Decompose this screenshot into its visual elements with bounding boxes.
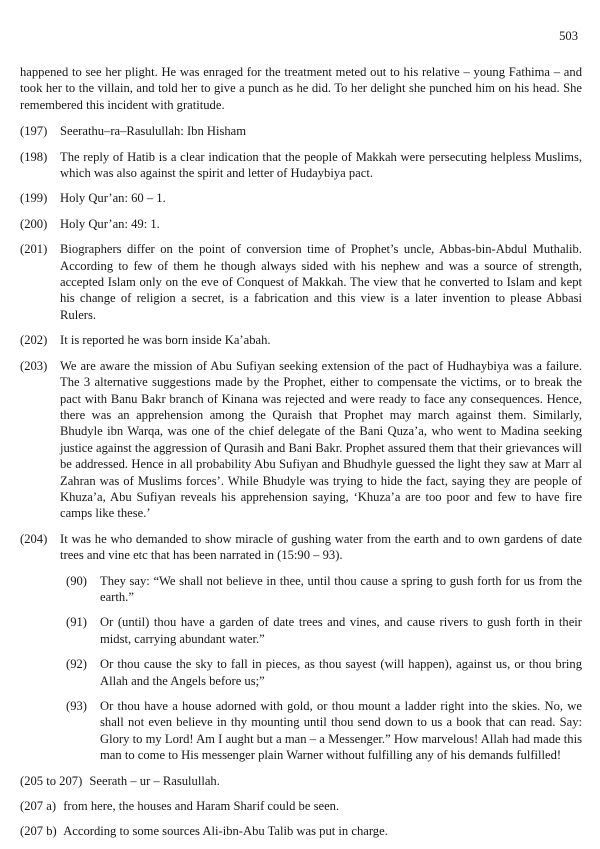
- verse-number: (90): [66, 573, 87, 588]
- footnote-text: Seerathu–ra–Rasulullah: Ibn Hisham: [60, 124, 247, 139]
- footnote-text: It is reported he was born inside Ka’abah.: [60, 333, 271, 348]
- footnote-number: (207 a): [20, 799, 57, 814]
- footnote-number: (204): [20, 531, 48, 546]
- footnote-203: [20, 358, 582, 522]
- verse-number: (92): [66, 657, 87, 672]
- page-content: [20, 64, 582, 849]
- footnote-204: [20, 531, 582, 564]
- footnote-199: [20, 190, 582, 206]
- footnote-number: (200): [20, 216, 48, 231]
- quran-verse-90: [20, 573, 582, 606]
- page-number: 503: [559, 29, 578, 43]
- verse-text: They say: “We shall not believe in thee, until thou cause a spring to gush forth for us from the earth.”: [100, 573, 582, 604]
- footnote-198: [20, 149, 582, 182]
- footnote-text: Biographers differ on the point of conversion time of Prophet’s uncle, Abbas-bin-Abdul Muthalib. According to few of them he though always sided with his nephew and was a source of strength, accepted Islam only on the eve of Conquest of Makkah. The view that he converted to Islam and kept his change of religion a secret, is a fabrication and this view is a later invention to please Abbasi Rulers.: [60, 242, 582, 322]
- footnote-202: [20, 332, 582, 348]
- quran-verse-93: [20, 698, 582, 764]
- verse-number: (91): [66, 615, 87, 630]
- footnote-200: [20, 216, 582, 232]
- footnote-text: It was he who demanded to show miracle of gushing water from the earth and to own gardens of date trees and vine etc that has been narrated in (15:90 – 93).: [60, 531, 582, 563]
- footnote-201: [20, 241, 582, 323]
- footnote-number: (197): [20, 124, 48, 139]
- footnote-number: (198): [20, 149, 48, 164]
- footnote-207a: [20, 798, 582, 814]
- footnote-205-207: [20, 773, 582, 789]
- footnote-number: (199): [20, 191, 48, 206]
- verse-text: Or (until) thou have a garden of date trees and vines, and cause rivers to gush forth in their midst, carrying abundant water.”: [100, 615, 582, 646]
- verse-number: (93): [66, 699, 87, 713]
- footnote-text: We are aware the mission of Abu Sufiyan seeking extension of the pact of Hudhaybiya was a failure. The 3 alternative suggestions made by the Prophet, either to compensate the victims, or to break the pact with Banu Bakr branch of Kinana was rejected and were ready to face any consequences. Hence, there was an apprehension among the Quraish that Prophet may march against them. Similarly, Bhudyle ibn Warqa, was one of the chief delegate of the Bani Quza’a, who went to Madina seeking justice against the aggression of Qurasih and Bani Bakr. Prophet assured them that their grievances will be addressed. Hence in all probability Abu Sufiyan and Bhudhyle guessed the light they saw at Marr al Zahran was of Muslims forces’. While Bhudyle was trying to hide the fact, saying they are people of Khuza’a, Abu Sufiyan reveals his apprehension saying, ‘Khuza’a are too poor and few to have fire camps like these.’: [60, 358, 582, 521]
- footnote-number: (201): [20, 242, 48, 257]
- footnote-text: Holy Qur’an: 60 – 1.: [60, 191, 166, 206]
- footnote-text: The reply of Hatib is a clear indication that the people of Makkah were persecuting helpless Muslims, which was also against the spirit and letter of Hudaybiya pact.: [60, 149, 582, 181]
- footnote-text: Holy Qur’an: 49: 1.: [60, 216, 160, 231]
- footnote-text: from here, the houses and Haram Sharif could be seen.: [63, 799, 340, 814]
- verse-text: Or thou cause the sky to fall in pieces, as thou sayest (will happen), against us, or thou bring Allah and the Angels before us;”: [100, 657, 582, 688]
- footnote-number: (203): [20, 358, 48, 373]
- footnote-text: Seerath – ur – Rasulullah.: [89, 773, 220, 788]
- footnote-text: According to some sources Ali-ibn-Abu Talib was put in charge.: [63, 824, 388, 839]
- intro-paragraph: happened to see her plight. He was enraged for the treatment meted out to his relative – young Fathima – and took her to the villain, and told her to give a punch as he did. To her delight she punched him on his head. She remembered this incident with gratitude.: [20, 65, 582, 112]
- footnote-207b: [20, 823, 582, 839]
- footnote-number: (205 to 207): [20, 773, 83, 788]
- footnote-number: (202): [20, 333, 48, 348]
- footnote-197: [20, 123, 582, 139]
- quran-verse-92: [20, 656, 582, 689]
- quran-verse-91: [20, 614, 582, 647]
- verse-text: Or thou have a house adorned with gold, or thou mount a ladder right into the skies. No, we shall not even believe in thy mounting until thou send down to us a book that can read. Say: Glory to my Lord! Am I aught but a man – a Messenger.” How marvelous! Allah had made this man to come to His messenger plain Warner without fulfilling any of his demands fulfilled!: [100, 699, 582, 763]
- footnote-number: (207 b): [20, 824, 57, 839]
